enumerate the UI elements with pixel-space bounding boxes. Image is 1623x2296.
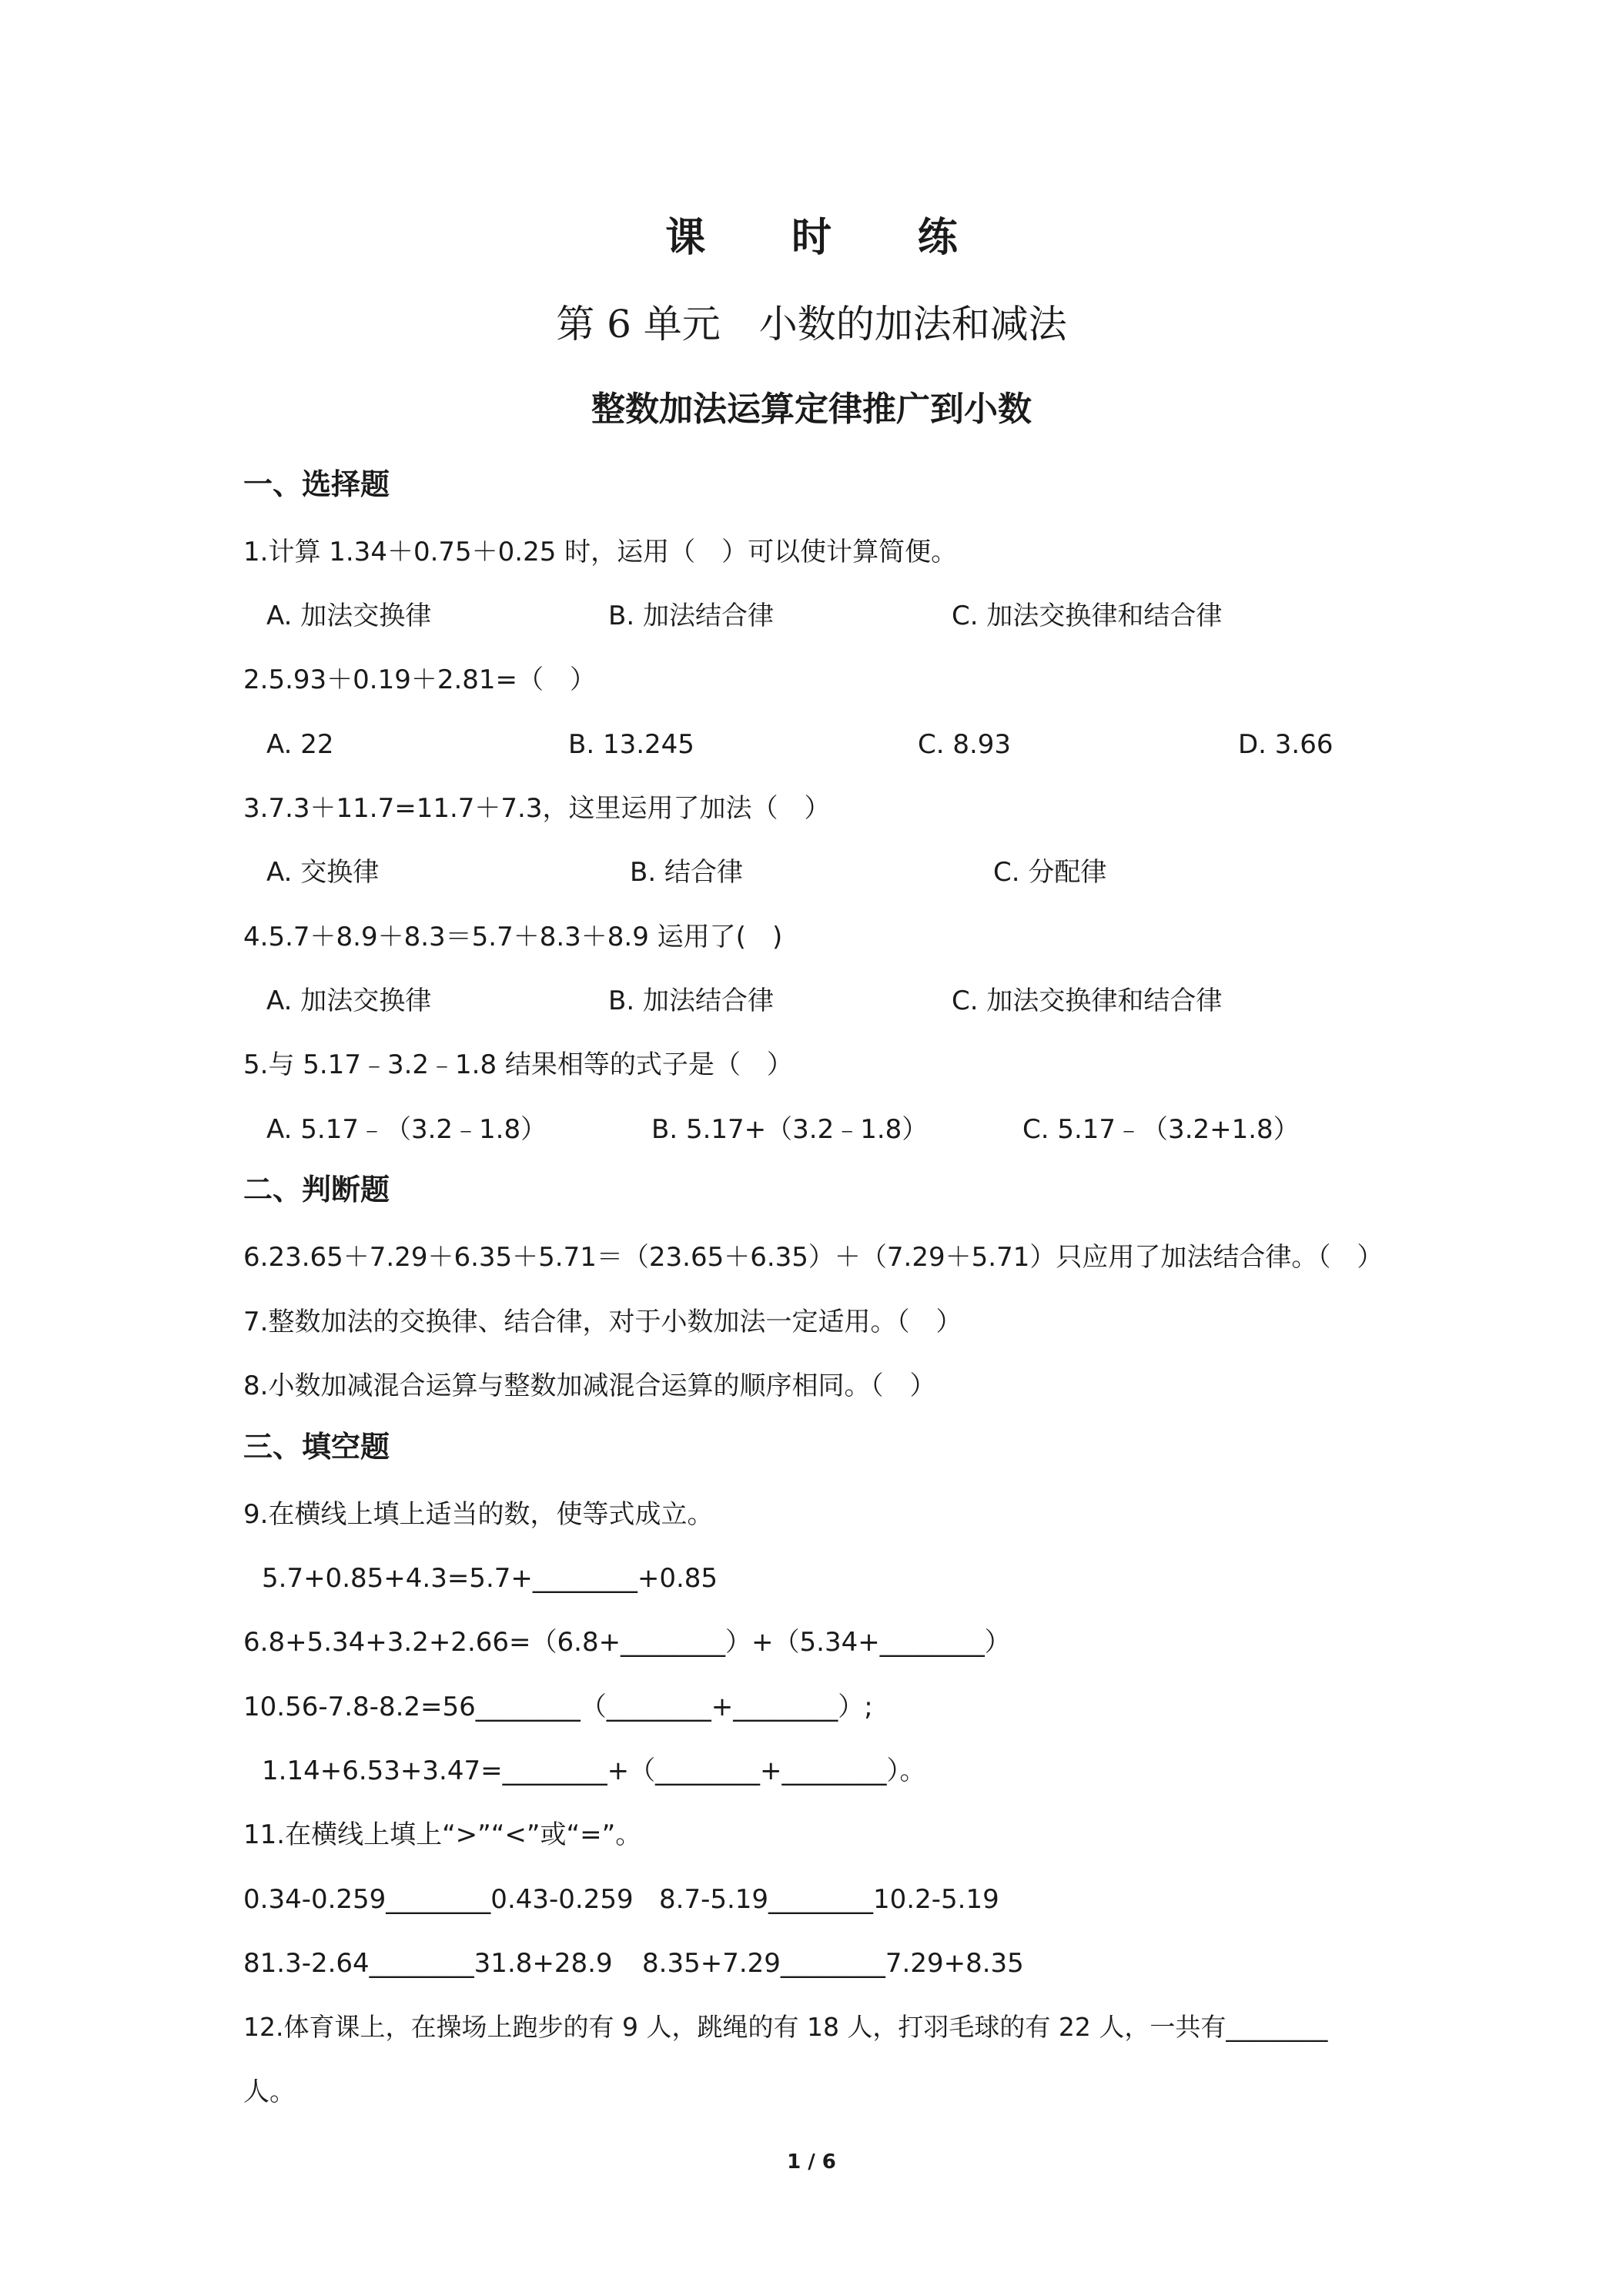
worksheet-title: 课 时 练: [665, 214, 994, 261]
question-5: 5.与 5.17﹣3.2﹣1.8 结果相等的式子是（ ）: [243, 1049, 793, 1080]
q9-equation-1: 5.7+0.85+4.3=5.7+________+0.85: [262, 1563, 718, 1594]
question-4: 4.5.7＋8.9＋8.3＝5.7＋8.3＋8.9 运用了( ): [243, 922, 783, 952]
unit-title: 第 6 单元 小数的加法和减法: [556, 302, 1067, 346]
q4-option-b: B. 加法结合律: [608, 986, 774, 1016]
page-number: 1 / 6: [787, 2150, 836, 2174]
q5-option-b: B. 5.17+（3.2﹣1.8）: [651, 1114, 929, 1145]
lesson-title: 整数加法运算定律推广到小数: [591, 390, 1032, 429]
section-heading-choice: 一、选择题: [243, 467, 390, 501]
q11-compare-b: 8.7-5.19________10.2-5.19: [659, 1884, 999, 1915]
question-2: 2.5.93＋0.19＋2.81=（ ）: [243, 664, 597, 695]
section-heading-judge: 二、判断题: [243, 1173, 390, 1207]
q11-compare-a: 0.34-0.259________0.43-0.259: [243, 1884, 634, 1915]
q3-option-b: B. 结合律: [630, 857, 743, 888]
q5-option-c: C. 5.17﹣（3.2+1.8）: [1022, 1114, 1300, 1145]
q2-option-d: D. 3.66: [1238, 729, 1334, 760]
question-7: 7.整数加法的交换律、结合律，对于小数加法一定适用。（ ）: [243, 1307, 962, 1337]
question-8: 8.小数加减混合运算与整数加减混合运算的顺序相同。（ ）: [243, 1371, 936, 1401]
q3-option-a: A. 交换律: [266, 857, 380, 888]
q10-equation-1: 10.56-7.8-8.2=56________（________+________）;: [243, 1692, 873, 1722]
question-3: 3.7.3＋11.7=11.7＋7.3，这里运用了加法（ ）: [243, 793, 831, 824]
q5-option-a: A. 5.17﹣（3.2﹣1.8）: [266, 1114, 547, 1145]
question-11: 11.在横线上填上“>”“<”或“=”。: [243, 1819, 642, 1850]
question-9: 9.在横线上填上适当的数，使等式成立。: [243, 1499, 714, 1530]
q2-option-c: C. 8.93: [918, 729, 1012, 760]
q11-compare-d: 8.35+7.29________7.29+8.35: [642, 1948, 1024, 1979]
q2-option-a: A. 22: [266, 729, 334, 760]
question-6: 6.23.65＋7.29＋6.35＋5.71＝（23.65＋6.35）＋（7.29＋5.71）只应用了加法结合律。（ ）: [243, 1242, 1384, 1273]
q11-compare-c: 81.3-2.64________31.8+28.9: [243, 1948, 613, 1979]
q1-option-c: C. 加法交换律和结合律: [952, 601, 1223, 631]
q4-option-a: A. 加法交换律: [266, 986, 432, 1016]
question-1: 1.计算 1.34＋0.75＋0.25 时，运用（ ）可以使计算简便。: [243, 537, 958, 567]
question-12: 12.体育课上，在操场上跑步的有 9 人，跳绳的有 18 人，打羽毛球的有 22 人，一共有________: [243, 2012, 1328, 2042]
q3-option-c: C. 分配律: [993, 857, 1107, 888]
q1-option-a: A. 加法交换律: [266, 601, 432, 631]
q4-option-c: C. 加法交换律和结合律: [952, 986, 1223, 1016]
section-heading-fill: 三、填空题: [243, 1430, 390, 1464]
q9-equation-2: 6.8+5.34+3.2+2.66=（6.8+________）+（5.34+________）: [243, 1627, 1011, 1658]
q2-option-b: B. 13.245: [568, 729, 694, 760]
q10-equation-2: 1.14+6.53+3.47=________+（________+________）。: [262, 1755, 926, 1786]
q1-option-b: B. 加法结合律: [608, 601, 774, 631]
question-12-continuation: 人。: [243, 2077, 296, 2107]
